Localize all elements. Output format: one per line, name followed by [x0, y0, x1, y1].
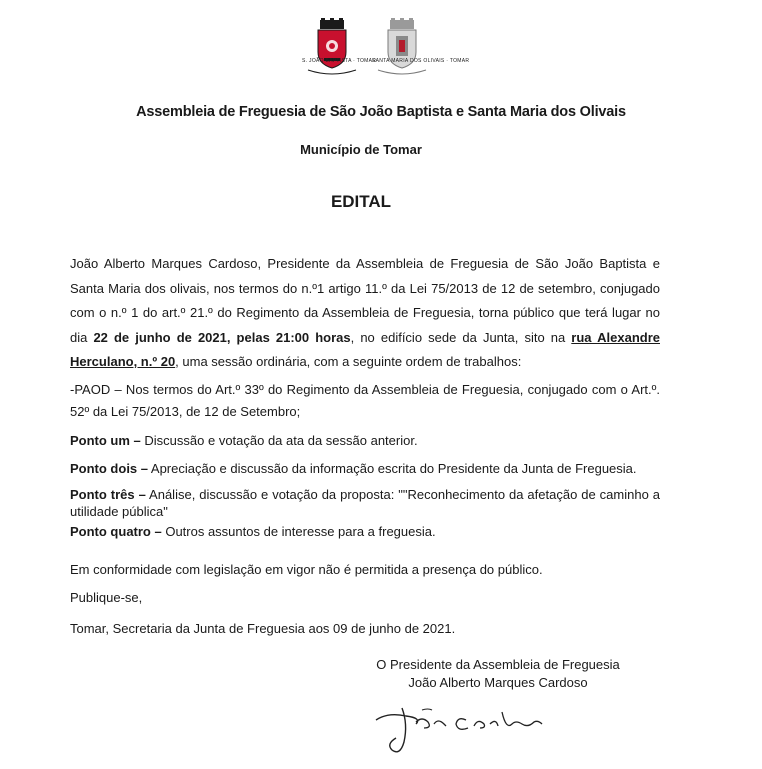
public-notice: Em conformidade com legislação em vigor não é permitida a presença do público.: [70, 561, 543, 577]
place-date-line: Tomar, Secretaria da Junta de Freguesia aos 09 de junho de 2021.: [70, 620, 456, 636]
meeting-address: rua Alexandre Herculano, n.º 20: [70, 329, 660, 369]
publish-line: Publique-se,: [70, 590, 143, 605]
convocation-end: , uma sessão ordinária, com a seguinte ordem de trabalhos:: [175, 354, 522, 369]
crest-right-motto: SANTA MARIA DOS OLIVAIS · TOMAR: [372, 58, 470, 64]
signatory-role: O Presidente da Assembleia de Freguesia: [376, 657, 620, 672]
convocation-intro: João Alberto Marques Cardoso, Presidente da Assembleia de Freguesia de São João Baptista e Santa Maria dos olivais, nos termos do n.º1 artigo 11.º da Lei 75/2013 de 12 de setembro, conjugado com o n.º 1 do art.º 21.º do Regimento da Assembleia de Freguesia, torna público que terá lugar no dia: [70, 256, 660, 345]
agenda-item-3: Ponto três – Análise, discussão e votação da proposta: ""Reconhecimento da afetação de caminho a utilidade pública": [70, 486, 660, 519]
municipality-heading: Município de Tomar: [300, 142, 422, 157]
handwritten-signature-icon: [362, 690, 582, 762]
document-body: [70, 252, 660, 641]
convocation-paragraph: [70, 252, 660, 375]
signatory-block: [358, 656, 638, 692]
agenda-item-1: Ponto um – Discussão e votação da ata da sessão anterior.: [70, 432, 418, 448]
assembly-heading: Assembleia de Freguesia de São João Baptista e Santa Maria dos Olivais: [136, 104, 626, 120]
crest-sao-joao-baptista-icon: [300, 18, 364, 78]
crest-santa-maria-dos-olivais-icon: [370, 18, 434, 78]
document-title: EDITAL: [330, 192, 392, 211]
paod-paragraph: -PAOD – Nos termos do Art.º 33º do Regimento da Assembleia de Freguesia, conjugado com o Art.º. 52º da Lei 75/2013, de 12 de Setembro;: [70, 381, 660, 419]
signatory-name: João Alberto Marques Cardoso: [408, 675, 588, 690]
agenda-item-4: Ponto quatro – Outros assuntos de interesse para a freguesia.: [70, 523, 436, 539]
agenda-item-2: Ponto dois – Apreciação e discussão da informação escrita do Presidente da Junta de Freguesia.: [70, 461, 637, 476]
meeting-date: 22 de junho de 2021, pelas 21:00 horas: [93, 329, 351, 345]
convocation-middle: , no edifício sede da Junta, sito na: [350, 329, 572, 345]
crest-left-motto: S. JOÃO BAPTISTA · TOMAR: [302, 58, 377, 64]
